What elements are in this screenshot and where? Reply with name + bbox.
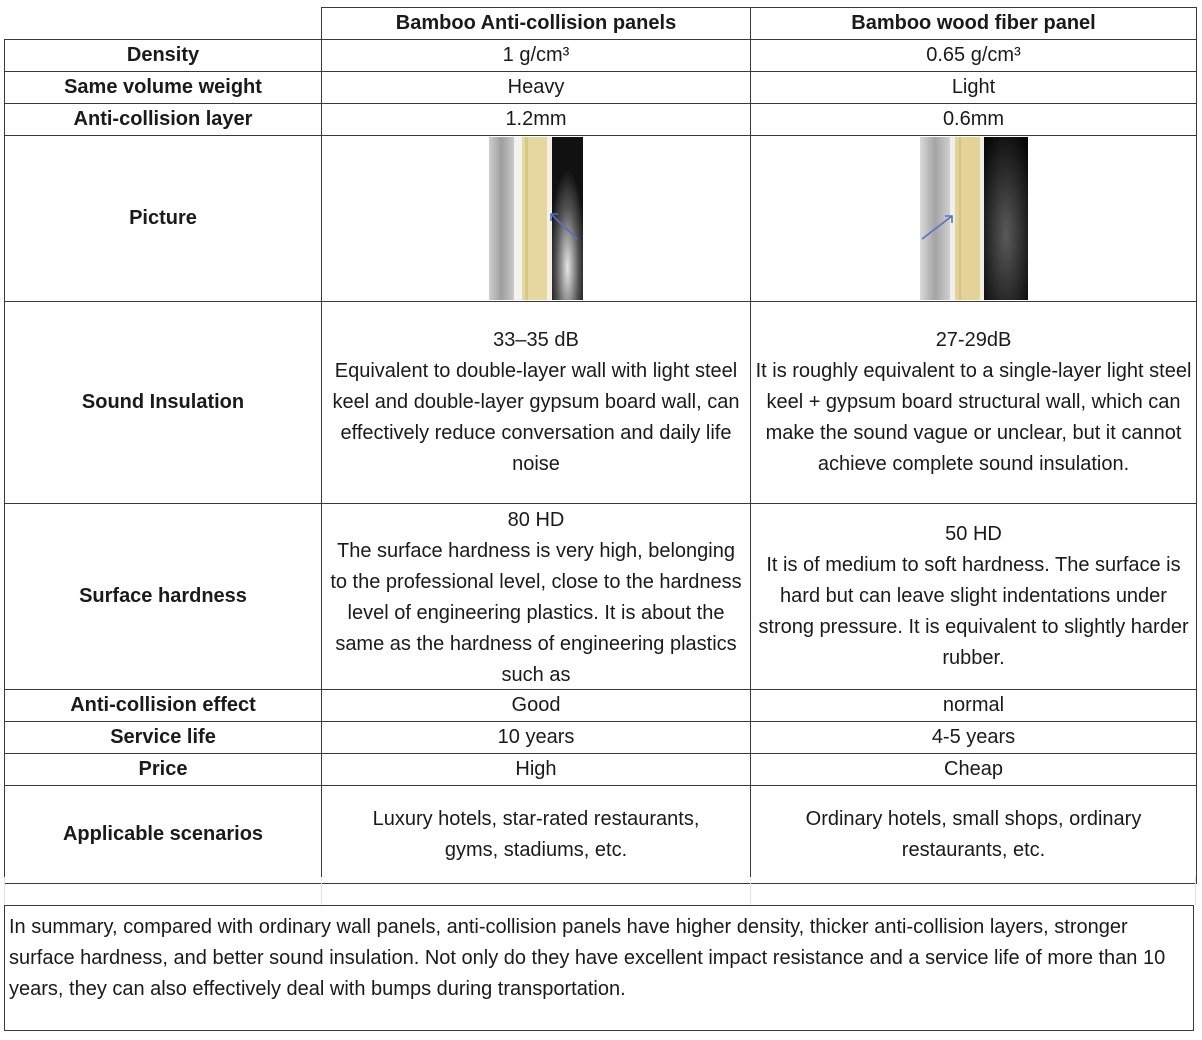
row-label-density: Density: [5, 40, 322, 72]
table-row-density: [5, 40, 1197, 72]
weight-anti-collision: Heavy: [322, 72, 751, 104]
scenarios-anti-collision: Luxury hotels, star-rated restaurants, gyms, stadiums, etc.: [322, 786, 751, 884]
row-label-sound: Sound Insulation: [5, 302, 322, 504]
table-row-picture: [5, 136, 1197, 302]
density-anti-collision: 1 g/cm³: [322, 40, 751, 72]
sound-wood-fiber-desc: It is roughly equivalent to a single-layer light steel keel + gypsum board structural wall, which can make the sound vague or unclear, but it cannot achieve complete sound insulation.: [755, 360, 1192, 475]
row-label-hardness: Surface hardness: [5, 504, 322, 690]
table-row-hardness: [5, 504, 1197, 690]
row-label-life: Service life: [5, 722, 322, 754]
spreadsheet-gridlines: [4, 877, 1196, 905]
row-label-picture: Picture: [5, 136, 322, 302]
hardness-wood-fiber: [751, 504, 1197, 690]
hardness-wood-fiber-desc: It is of medium to soft hardness. The surface is hard but can leave slight indentations under strong pressure. It is equivalent to slightly harder rubber.: [758, 554, 1189, 669]
header-col-anti-collision: Bamboo Anti-collision panels: [322, 8, 751, 40]
header-corner-cell: [5, 8, 322, 40]
table-row-layer: [5, 104, 1197, 136]
row-label-weight: Same volume weight: [5, 72, 322, 104]
effect-anti-collision: Good: [322, 690, 751, 722]
header-row: [5, 8, 1197, 40]
sound-wood-fiber: [751, 302, 1197, 504]
table-row-effect: [5, 690, 1197, 722]
sound-anti-collision-desc: Equivalent to double-layer wall with light steel keel and double-layer gypsum board wall, can effectively reduce conversation and daily life noise: [332, 360, 740, 475]
table-row-weight: [5, 72, 1197, 104]
sound-anti-collision: [322, 302, 751, 504]
scenarios-wood-fiber: Ordinary hotels, small shops, ordinary restaurants, etc.: [751, 786, 1197, 884]
weight-wood-fiber: Light: [751, 72, 1197, 104]
price-wood-fiber: Cheap: [751, 754, 1197, 786]
anti-collision-panel-photo: [489, 137, 583, 300]
price-anti-collision: High: [322, 754, 751, 786]
hardness-wood-fiber-value: 50 HD: [945, 523, 1002, 545]
row-label-scenarios: Applicable scenarios: [5, 786, 322, 884]
table-row-life: [5, 722, 1197, 754]
life-wood-fiber: 4-5 years: [751, 722, 1197, 754]
sound-anti-collision-value: 33–35 dB: [493, 329, 579, 351]
wood-fiber-panel-photo: [920, 137, 1028, 300]
picture-anti-collision-cell: [322, 136, 751, 302]
layer-anti-collision: 1.2mm: [322, 104, 751, 136]
sound-wood-fiber-value: 27-29dB: [935, 329, 1012, 351]
hardness-anti-collision: [322, 504, 751, 690]
table-row-scenarios: [5, 786, 1197, 884]
life-anti-collision: 10 years: [322, 722, 751, 754]
row-label-effect: Anti-collision effect: [5, 690, 322, 722]
comparison-table: [4, 7, 1197, 884]
hardness-anti-collision-desc: The surface hardness is very high, belonging to the professional level, close to the hardness level of engineering plastics. It is about the same as the hardness of engineering plastics such as: [330, 539, 742, 686]
density-wood-fiber: 0.65 g/cm³: [751, 40, 1197, 72]
row-label-price: Price: [5, 754, 322, 786]
table-row-sound: [5, 302, 1197, 504]
summary-text: In summary, compared with ordinary wall panels, anti-collision panels have higher density, thicker anti-collision layers, stronger surface hardness, and better sound insulation. Not only do they have excellent impact resistance and a service life of more than 10 years, they can also effectively deal with bumps during transportation.: [4, 905, 1194, 1031]
layer-wood-fiber: 0.6mm: [751, 104, 1197, 136]
picture-wood-fiber-cell: [751, 136, 1197, 302]
hardness-anti-collision-value: 80 HD: [507, 508, 565, 531]
effect-wood-fiber: normal: [751, 690, 1197, 722]
table-row-price: [5, 754, 1197, 786]
header-col-wood-fiber: Bamboo wood fiber panel: [751, 8, 1197, 40]
row-label-layer: Anti-collision layer: [5, 104, 322, 136]
